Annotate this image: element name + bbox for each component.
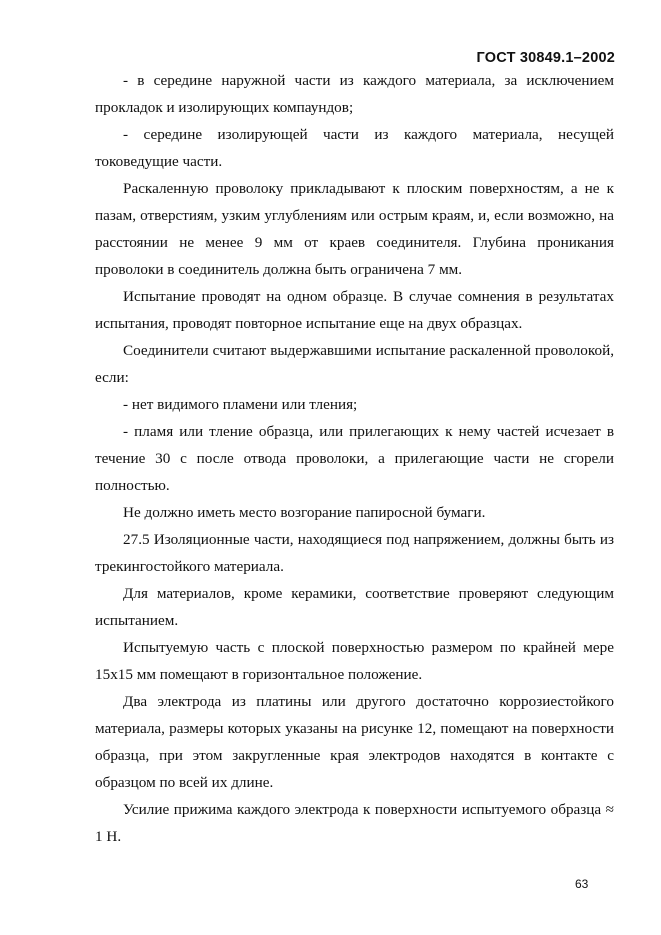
page-number: 63 <box>575 877 589 891</box>
document-header: ГОСТ 30849.1–2002 <box>476 50 615 66</box>
paragraph-7: - пламя или тление образца, или прилегающих к нему частей исчезает в течение 30 с после отвода проволоки, а прилегающие части не сгорели полностью. <box>95 423 614 494</box>
paragraph-8: Не должно иметь место возгорание папиросной бумаги. <box>123 504 486 521</box>
paragraph-2: - середине изолирующей части из каждого материала, несущей токоведущие части. <box>95 126 614 170</box>
paragraph-6: - нет видимого пламени или тления; <box>123 396 358 413</box>
paragraph-5: Соединители считают выдержавшими испытание раскаленной проволокой, если: <box>95 342 614 386</box>
paragraph-13: Усилие прижима каждого электрода к поверхности испытуемого образца ≈ 1 Н. <box>95 801 614 845</box>
paragraph-10: Для материалов, кроме керамики, соответствие проверяют следующим испытанием. <box>95 585 614 629</box>
document-body <box>95 67 614 850</box>
paragraph-1: - в середине наружной части из каждого материала, за исключением прокладок и изолирующих компаундов; <box>95 72 614 116</box>
paragraph-4: Испытание проводят на одном образце. В случае сомнения в результатах испытания, проводят повторное испытание еще на двух образцах. <box>95 288 614 332</box>
paragraph-12: Два электрода из платины или другого достаточно коррозиестойкого материала, размеры которых указаны на рисунке 12, помещают на поверхности образца, при этом закругленные края электродов находятся в контакте с образцом по всей их длине. <box>95 693 614 791</box>
paragraph-11: Испытуемую часть с плоской поверхностью размером по крайней мере 15х15 мм помещают в горизонтальное положение. <box>95 639 614 683</box>
paragraph-9: 27.5 Изоляционные части, находящиеся под напряжением, должны быть из трекингостойкого материала. <box>95 531 614 575</box>
paragraph-3: Раскаленную проволоку прикладывают к плоским поверхностям, а не к пазам, отверстиям, узким углублениям или острым краям, и, если возможно, на расстоянии не менее 9 мм от краев соединителя. Глубина проникания проволоки в соединитель должна быть ограничена 7 мм. <box>95 180 614 278</box>
